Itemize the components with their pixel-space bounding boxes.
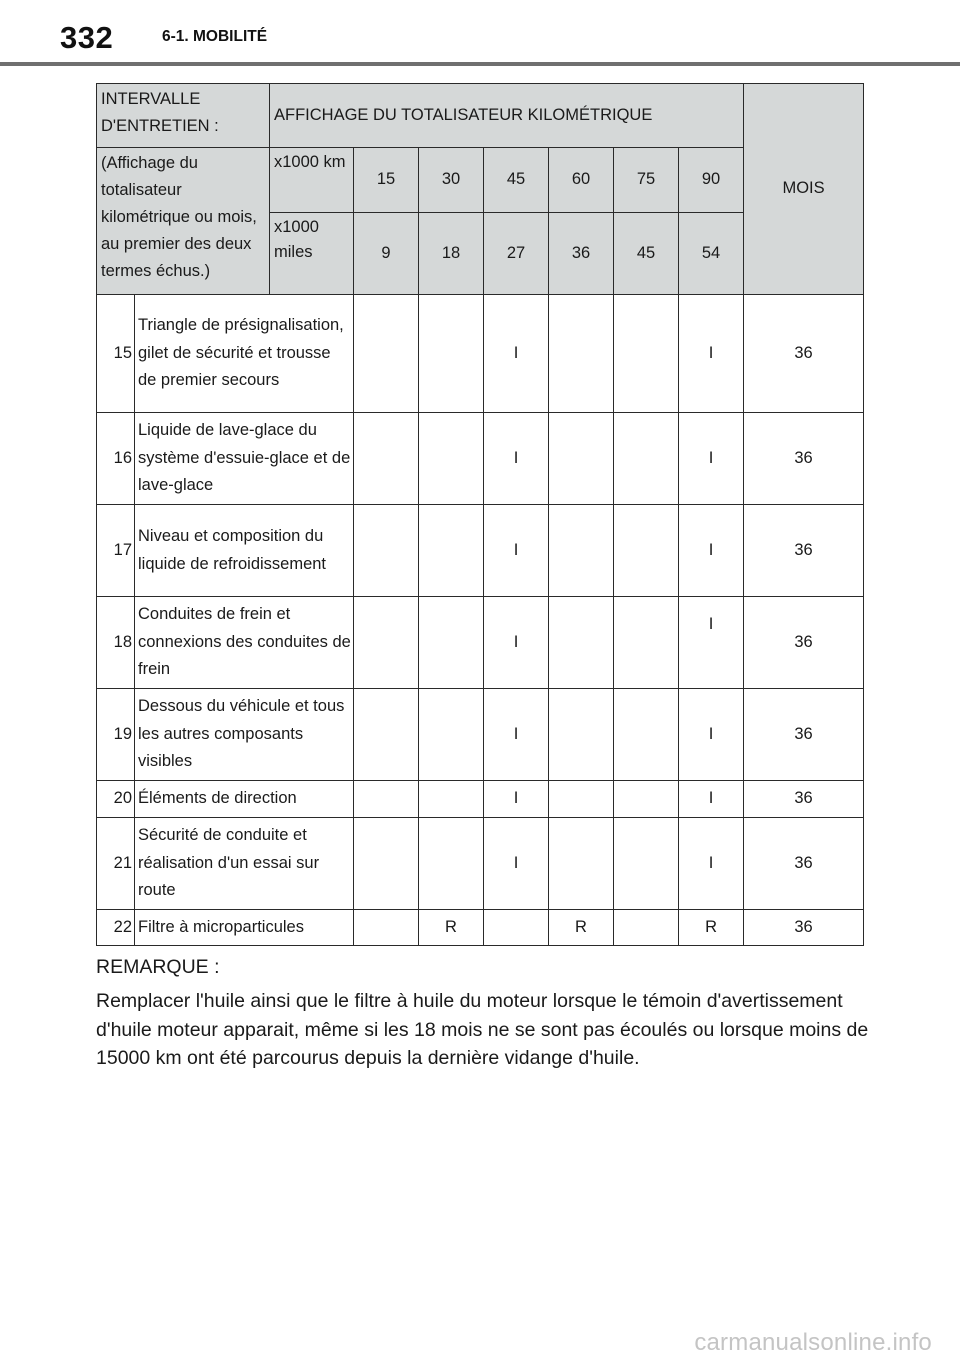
interval-mark	[419, 689, 484, 781]
interval-mark: I	[484, 818, 549, 910]
interval-mark	[614, 413, 679, 505]
interval-mark	[549, 505, 614, 597]
item-description: Dessous du véhicule et tous les autres composants visibles	[138, 697, 345, 771]
item-description: Liquide de lave-glace du système d'essuie-glace et de lave-glace	[138, 421, 351, 495]
miles-unit: x1000 miles	[270, 213, 354, 295]
interval-mark	[419, 413, 484, 505]
interval-mark: I	[679, 413, 744, 505]
interval-mark: I	[679, 689, 744, 781]
interval-mark	[354, 781, 419, 818]
remark-text: Remplacer l'huile ainsi que le filtre à huile du moteur lorsque le témoin d'avertissement d'huile moteur apparait, même si les 18 mois ne se sont pas écoulés ou lorsque moins de 15000 km ont été parcourus depuis la dernière vidange d'huile.	[96, 990, 869, 1069]
item-cell	[97, 413, 354, 505]
months-value: 36	[744, 413, 864, 505]
item-description: Éléments de direction	[138, 789, 297, 808]
interval-mark	[354, 413, 419, 505]
interval-mark	[354, 910, 419, 946]
interval-mark	[354, 818, 419, 910]
interval-mark: I	[679, 295, 744, 413]
item-number: 22	[97, 910, 135, 945]
interval-label: INTERVALLE D'ENTRETIEN :	[97, 84, 270, 148]
interval-mark	[419, 295, 484, 413]
item-number: 18	[97, 597, 135, 688]
item-cell	[97, 818, 354, 910]
table-row	[97, 910, 864, 946]
interval-mark	[614, 910, 679, 946]
interval-mark	[549, 781, 614, 818]
interval-mark: I	[679, 781, 744, 818]
remark-label: REMARQUE :	[96, 956, 220, 978]
interval-mark	[484, 910, 549, 946]
interval-mark	[549, 689, 614, 781]
interval-mark	[549, 818, 614, 910]
interval-mark	[614, 505, 679, 597]
table-row	[97, 818, 864, 910]
interval-mark: R	[549, 910, 614, 946]
item-description: Filtre à microparticules	[138, 917, 304, 936]
interval-mark: I	[484, 781, 549, 818]
interval-mark	[614, 597, 679, 689]
interval-mark: I	[484, 295, 549, 413]
item-cell	[97, 295, 354, 413]
interval-mark	[549, 413, 614, 505]
interval-mark	[419, 818, 484, 910]
miles-value: 9	[354, 213, 419, 295]
table-row	[97, 781, 864, 818]
interval-mark	[354, 597, 419, 689]
miles-value: 18	[419, 213, 484, 295]
item-number: 20	[97, 781, 135, 817]
item-description: Triangle de présignalisation, gilet de sécurité et trousse de premier secours	[138, 316, 344, 390]
miles-value: 36	[549, 213, 614, 295]
item-cell	[97, 781, 354, 818]
item-description: Conduites de frein et connexions des conduites de frein	[138, 605, 351, 679]
months-value: 36	[744, 818, 864, 910]
odometer-header: AFFICHAGE DU TOTALISATEUR KILOMÉTRIQUE	[270, 84, 744, 148]
item-number: 15	[97, 295, 135, 412]
km-unit: x1000 km	[270, 148, 354, 213]
km-value: 90	[679, 148, 744, 213]
interval-mark	[614, 818, 679, 910]
interval-mark	[419, 505, 484, 597]
km-value: 30	[419, 148, 484, 213]
table-row	[97, 597, 864, 689]
miles-value: 27	[484, 213, 549, 295]
interval-mark: I	[484, 597, 549, 689]
page-number: 332	[60, 20, 114, 55]
interval-mark	[354, 689, 419, 781]
miles-value: 54	[679, 213, 744, 295]
item-cell	[97, 689, 354, 781]
km-value: 60	[549, 148, 614, 213]
interval-mark	[419, 781, 484, 818]
item-number: 21	[97, 818, 135, 909]
interval-mark	[614, 295, 679, 413]
interval-mark: I	[679, 818, 744, 910]
interval-mark: I	[484, 413, 549, 505]
months-value: 36	[744, 781, 864, 818]
item-number: 17	[97, 505, 135, 596]
item-description: Sécurité de conduite et réalisation d'un essai sur route	[138, 826, 320, 900]
km-value: 75	[614, 148, 679, 213]
interval-mark: I	[484, 505, 549, 597]
interval-mark	[419, 597, 484, 689]
km-value: 45	[484, 148, 549, 213]
interval-mark	[354, 295, 419, 413]
watermark: carmanualsonline.info	[694, 1329, 932, 1356]
interval-mark: I	[484, 689, 549, 781]
item-cell	[97, 597, 354, 689]
table-row	[97, 505, 864, 597]
item-number: 16	[97, 413, 135, 504]
months-value: 36	[744, 505, 864, 597]
table-row	[97, 689, 864, 781]
interval-mark: R	[679, 910, 744, 946]
interval-note: (Affichage du totalisateur kilométrique ou mois, au premier des deux termes échus.)	[97, 148, 270, 295]
maintenance-table	[96, 83, 864, 946]
interval-mark: R	[419, 910, 484, 946]
km-value: 15	[354, 148, 419, 213]
interval-mark	[549, 295, 614, 413]
interval-mark	[614, 781, 679, 818]
interval-mark: I	[679, 505, 744, 597]
months-value: 36	[744, 689, 864, 781]
interval-mark	[354, 505, 419, 597]
table-row	[97, 413, 864, 505]
item-number: 19	[97, 689, 135, 780]
item-cell	[97, 910, 354, 946]
item-cell	[97, 505, 354, 597]
months-value: 36	[744, 597, 864, 689]
interval-mark	[549, 597, 614, 689]
header-divider	[0, 62, 960, 66]
interval-mark	[614, 689, 679, 781]
interval-mark: I	[679, 597, 744, 689]
table-row	[97, 295, 864, 413]
item-description: Niveau et composition du liquide de refroidissement	[138, 527, 327, 573]
section-title: 6-1. MOBILITÉ	[162, 28, 268, 45]
months-header: MOIS	[744, 84, 864, 295]
months-value: 36	[744, 295, 864, 413]
months-value: 36	[744, 910, 864, 946]
miles-value: 45	[614, 213, 679, 295]
